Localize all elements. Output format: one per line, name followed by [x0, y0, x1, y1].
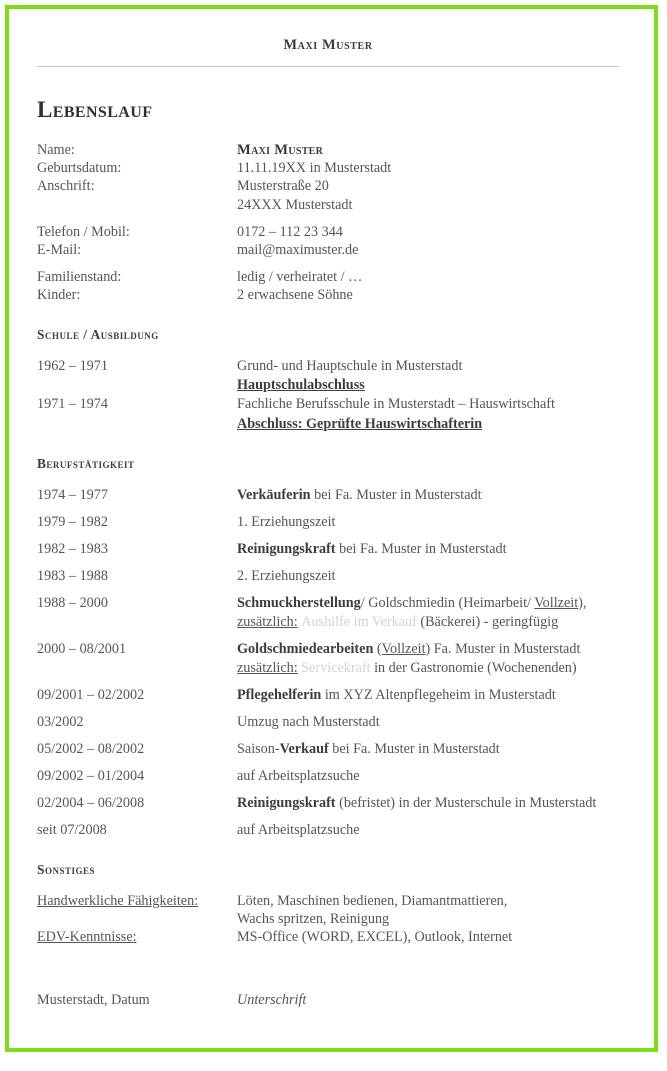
section-heading-education: Schule / Ausbildung	[37, 326, 159, 342]
document-header	[37, 9, 619, 54]
experience-description-tail: ),	[578, 595, 587, 612]
place-and-date: Musterstadt, Datum	[37, 992, 150, 1009]
education-qualification: Hauptschulabschluss	[237, 377, 365, 394]
header-divider	[37, 66, 619, 67]
spacer	[37, 840, 619, 862]
skill-value: Löten, Maschinen bedienen, Diamantmattieren,	[237, 893, 508, 910]
experience-entry	[37, 486, 619, 505]
experience-role: Schmuckherstellung	[237, 595, 361, 612]
experience-entry	[37, 686, 619, 705]
experience-additional-description: (Bäckerei) - geringfügig	[416, 614, 559, 631]
experience-additional-role: Servicekraft	[301, 660, 371, 677]
personal-row	[37, 159, 619, 177]
experience-description: / Goldschmiedin (Heimarbeit/	[360, 595, 535, 612]
spacer	[37, 214, 619, 223]
experience-section	[37, 486, 619, 840]
experience-additional-role: Aushilfe im Verkauf	[301, 614, 417, 631]
personal-label: Familienstand:	[37, 269, 122, 286]
experience-additional-line	[237, 659, 619, 678]
resume-page	[5, 5, 658, 1052]
personal-label: E-Mail:	[37, 242, 82, 259]
signature-row	[37, 992, 619, 1010]
experience-employment-type: Vollzeit	[381, 641, 426, 658]
experience-details	[237, 540, 619, 559]
experience-period: 03/2002	[37, 714, 84, 731]
experience-details	[237, 740, 619, 759]
experience-period: 05/2002 – 08/2002	[37, 741, 145, 758]
experience-additional-description: in der Gastronomie (Wochenenden)	[370, 660, 577, 677]
personal-row	[37, 268, 619, 286]
experience-description: bei Fa. Muster in Musterstadt	[328, 741, 500, 758]
page-content	[37, 9, 619, 1010]
experience-details	[237, 486, 619, 505]
education-period: 1971 – 1974	[37, 396, 108, 413]
personal-value-name: Maxi Muster	[237, 142, 324, 158]
personal-value: 24XXX Musterstadt	[237, 196, 353, 213]
experience-period: 1988 – 2000	[37, 595, 108, 612]
personal-row	[37, 286, 619, 304]
experience-details	[237, 594, 619, 632]
spacer	[37, 472, 619, 486]
experience-additional-label: zusätzlich:	[237, 614, 298, 631]
education-institution: Fachliche Berufsschule in Musterstadt – Hauswirtschaft	[237, 396, 555, 413]
skill-label: EDV-Kenntnisse:	[37, 929, 137, 946]
experience-description: im XYZ Altenpflegeheim in Musterstadt	[321, 687, 556, 704]
experience-role: Reinigungskraft	[237, 795, 336, 812]
experience-description-tail: ) Fa. Muster in Musterstadt	[425, 641, 581, 658]
skill-row	[37, 892, 619, 910]
experience-description: (befristet) in der Musterschule in Musterstadt	[335, 795, 597, 812]
signature-label: Unterschrift	[237, 992, 307, 1009]
experience-period: 09/2002 – 01/2004	[37, 768, 145, 785]
experience-entry	[37, 567, 619, 586]
personal-value: 11.11.19XX in Musterstadt	[237, 160, 392, 177]
experience-description: auf Arbeitsplatzsuche	[237, 822, 360, 839]
personal-label: Geburtsdatum:	[37, 160, 122, 177]
experience-main-line	[237, 640, 619, 659]
experience-period: 1979 – 1982	[37, 514, 108, 531]
education-section	[37, 357, 619, 435]
personal-row	[37, 241, 619, 259]
experience-employment-type: Vollzeit	[534, 595, 579, 612]
experience-details	[237, 640, 619, 678]
experience-period: 2000 – 08/2001	[37, 641, 127, 658]
education-qualification: Abschluss: Geprüfte Hauswirtschafterin	[237, 415, 483, 432]
personal-label: Kinder:	[37, 287, 81, 304]
experience-entry	[37, 513, 619, 532]
experience-role: Reinigungskraft	[237, 541, 336, 558]
personal-label: Anschrift:	[37, 178, 95, 195]
skill-row	[37, 910, 619, 928]
personal-row	[37, 177, 619, 195]
experience-entry	[37, 740, 619, 759]
experience-entry	[37, 594, 619, 632]
skill-row	[37, 928, 619, 946]
experience-role: Goldschmiedearbeiten	[237, 641, 374, 658]
experience-entry	[37, 767, 619, 786]
experience-period: 09/2001 – 02/2002	[37, 687, 145, 704]
experience-details	[237, 794, 619, 813]
experience-description: Umzug nach Musterstadt	[237, 714, 380, 731]
education-entry	[37, 357, 619, 396]
personal-value: 2 erwachsene Söhne	[237, 287, 353, 304]
section-heading-experience: Berufstätigkeit	[37, 456, 135, 472]
experience-description: bei Fa. Muster in Musterstadt	[335, 541, 507, 558]
personal-value: 0172 – 112 23 344	[237, 223, 343, 240]
experience-period: seit 07/2008	[37, 822, 107, 839]
spacer	[37, 343, 619, 357]
experience-period: 1982 – 1983	[37, 541, 108, 558]
education-entry	[37, 395, 619, 434]
spacer	[37, 259, 619, 268]
education-institution: Grund- und Hauptschule in Musterstadt	[237, 357, 463, 374]
spacer	[37, 878, 619, 892]
experience-role: Pflegehelferin	[237, 687, 322, 704]
personal-data-section	[37, 141, 619, 305]
spacer	[37, 305, 619, 327]
education-period: 1962 – 1971	[37, 357, 108, 374]
personal-row	[37, 141, 619, 159]
experience-entry	[37, 794, 619, 813]
other-section	[37, 892, 619, 946]
experience-period: 1983 – 1988	[37, 568, 108, 585]
experience-description: 1. Erziehungszeit	[237, 514, 336, 531]
section-heading-other: Sonstiges	[37, 862, 95, 878]
experience-additional-label: zusätzlich:	[237, 660, 298, 677]
personal-row	[37, 223, 619, 241]
personal-label: Telefon / Mobil:	[37, 223, 130, 240]
experience-entry	[37, 713, 619, 732]
spacer	[37, 434, 619, 456]
skill-label: Handwerkliche Fähigkeiten:	[37, 893, 199, 910]
experience-period: 1974 – 1977	[37, 487, 108, 504]
experience-role-prefix: Saison-	[237, 741, 280, 758]
experience-entry	[37, 640, 619, 678]
skill-value: Wachs spritzen, Reinigung	[237, 911, 390, 928]
experience-description: auf Arbeitsplatzsuche	[237, 768, 360, 785]
personal-value: Musterstraße 20	[237, 178, 329, 195]
experience-role: Verkäuferin	[237, 487, 311, 504]
personal-row	[37, 196, 619, 214]
personal-value: ledig / verheiratet / …	[237, 269, 363, 286]
experience-main-line	[237, 594, 619, 613]
header-name: Maxi Muster	[283, 37, 373, 53]
experience-entry	[37, 540, 619, 559]
experience-additional-line	[237, 613, 619, 632]
personal-label: Name:	[37, 142, 75, 158]
experience-description: bei Fa. Muster in Musterstadt	[310, 487, 482, 504]
page-title: Lebenslauf	[37, 97, 153, 122]
experience-entry	[37, 821, 619, 840]
experience-role: Verkauf	[279, 741, 329, 758]
experience-description: 2. Erziehungszeit	[237, 568, 336, 585]
education-details	[237, 357, 619, 396]
experience-period: 02/2004 – 06/2008	[37, 795, 145, 812]
skill-value: MS-Office (WORD, EXCEL), Outlook, Internet	[237, 929, 513, 946]
experience-description: (	[373, 641, 382, 658]
personal-value: mail@maximuster.de	[237, 242, 359, 259]
experience-details	[237, 686, 619, 705]
education-details	[237, 395, 619, 434]
